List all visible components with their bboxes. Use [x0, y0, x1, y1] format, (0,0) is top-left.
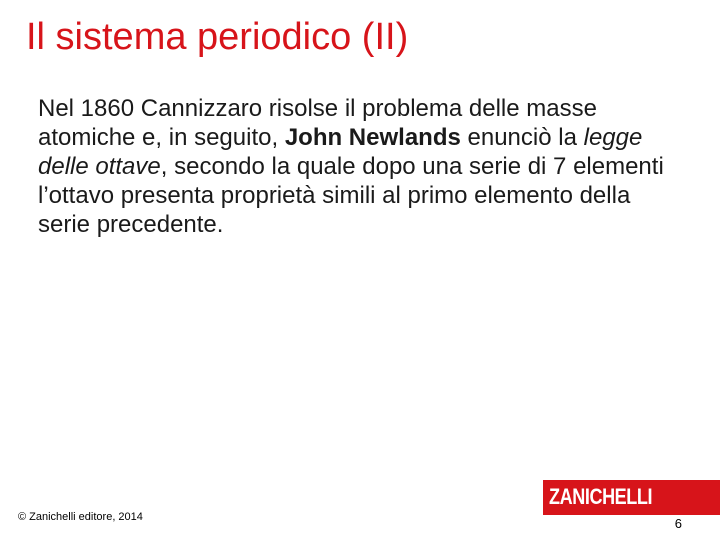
paragraph-text-3: , secondo la quale dopo una serie di 7 elementi l’ottavo presenta proprietà simili al primo elemento della serie precedente.	[38, 153, 664, 238]
paragraph-text-2: enunciò la	[460, 124, 584, 151]
italic-term: legge delle ottave	[38, 124, 643, 180]
body-paragraph	[38, 94, 678, 239]
page-number: 6	[674, 516, 682, 531]
logo-text: ZANICHELLI	[549, 484, 653, 509]
slide-title: Il sistema periodico (II)	[26, 16, 409, 58]
paragraph-text-1: Nel 1860 Cannizzaro risolse il problema delle masse atomiche e, in seguito,	[38, 95, 597, 151]
zanichelli-logo	[543, 480, 720, 514]
footer-divider	[543, 514, 720, 540]
copyright-notice: © Zanichelli editore, 2014	[18, 511, 143, 523]
bold-name: John Newlands	[284, 124, 461, 151]
